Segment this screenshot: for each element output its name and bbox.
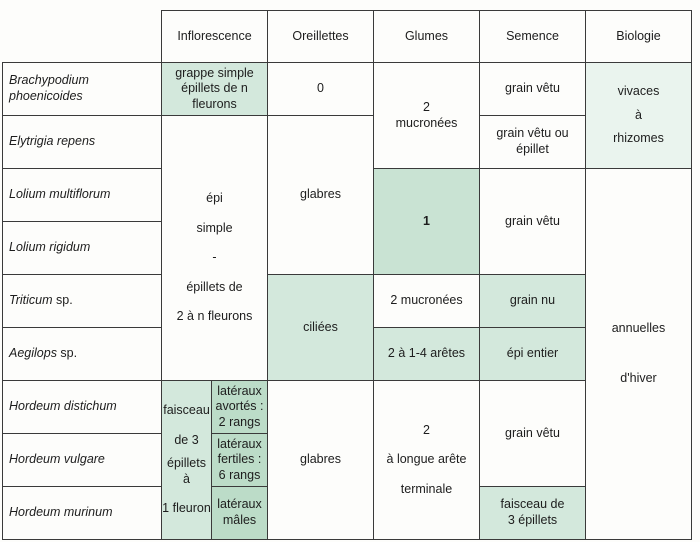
oreillettes-glabres-bottom bbox=[267, 380, 374, 540]
text-line: 1 fleuron bbox=[162, 501, 211, 516]
text-line: grappe simple bbox=[175, 65, 254, 80]
glumes-mucronees-triticum bbox=[373, 274, 480, 328]
header-inflorescence-label: Inflorescence bbox=[177, 28, 252, 43]
glumes-aretes bbox=[373, 327, 480, 381]
text-line: mucronées bbox=[395, 115, 458, 130]
text-line: faisceau de bbox=[500, 497, 565, 512]
species-suffix: sp. bbox=[52, 293, 73, 307]
header-biologie-label: Biologie bbox=[616, 28, 661, 43]
header-glumes-label: Glumes bbox=[404, 28, 449, 43]
species-elytrigia bbox=[2, 115, 162, 169]
text-line: 1 bbox=[423, 213, 430, 228]
semence-grain-vetu-1 bbox=[479, 62, 586, 116]
inflorescence-lateraux-avortes bbox=[211, 380, 268, 434]
text-line: grain nu bbox=[509, 293, 556, 308]
text-line: fertiles : bbox=[217, 452, 262, 467]
text-line: avortés : bbox=[215, 399, 264, 414]
species-aegilops bbox=[2, 327, 162, 381]
text-line: 2 bbox=[423, 422, 430, 437]
text-line: épillets de bbox=[186, 279, 243, 294]
species-genus: Brachypodium bbox=[9, 73, 89, 88]
text-line: annuelles bbox=[611, 321, 666, 336]
text-line: latéraux bbox=[217, 497, 262, 512]
species-lolium-multiflorum bbox=[2, 168, 162, 222]
biologie-annuelles bbox=[585, 168, 692, 540]
oreillettes-glabres-top bbox=[267, 115, 374, 275]
inflorescence-grappe bbox=[161, 62, 268, 116]
text-line: 2 bbox=[423, 99, 430, 114]
text-line: à bbox=[635, 107, 642, 122]
species-triticum bbox=[2, 274, 162, 328]
text-line: épillets de n bbox=[181, 81, 248, 96]
header-oreillettes bbox=[267, 10, 374, 63]
text-line: - bbox=[212, 250, 217, 265]
semence-grain-nu bbox=[479, 274, 586, 328]
species-hordeum-vulgare bbox=[2, 433, 162, 487]
text-line: faisceau bbox=[163, 402, 210, 417]
oreillettes-zero bbox=[267, 62, 374, 116]
biologie-vivaces bbox=[585, 62, 692, 169]
inflorescence-epi bbox=[161, 115, 268, 381]
text-line: épi entier bbox=[506, 346, 559, 361]
species-hordeum-distichum bbox=[2, 380, 162, 434]
text-line: 2 mucronées bbox=[390, 293, 463, 308]
glumes-longue-arete bbox=[373, 380, 480, 540]
species-name: Hordeum vulgare bbox=[9, 452, 105, 467]
text-line: épillets à bbox=[167, 456, 206, 486]
semence-epi-entier bbox=[479, 327, 586, 381]
species-hordeum-murinum bbox=[2, 486, 162, 540]
text-line: terminale bbox=[400, 481, 453, 496]
inflorescence-lateraux-fertiles bbox=[211, 433, 268, 487]
glumes-mucronees-top bbox=[373, 62, 480, 169]
species-genus: Triticum bbox=[9, 293, 53, 307]
text-line: grain vêtu bbox=[505, 213, 560, 228]
species-lolium-rigidum bbox=[2, 221, 162, 275]
glumes-one bbox=[373, 168, 480, 275]
text-line: épi bbox=[206, 190, 223, 205]
header-semence-label: Semence bbox=[506, 28, 559, 43]
header-glumes bbox=[373, 10, 480, 63]
text-line: glabres bbox=[300, 186, 341, 201]
oreillettes-ciliees bbox=[267, 274, 374, 381]
text-line: rhizomes bbox=[613, 131, 664, 146]
text-line: grain vêtu bbox=[505, 81, 560, 96]
text-line: 0 bbox=[317, 81, 324, 96]
semence-grain-vetu-ou bbox=[479, 115, 586, 169]
text-line: latéraux bbox=[217, 383, 262, 398]
text-line: grain vêtu bbox=[505, 425, 560, 440]
header-inflorescence bbox=[161, 10, 268, 63]
species-suffix: sp. bbox=[56, 346, 78, 360]
text-line: épillet bbox=[516, 142, 549, 156]
text-line: 2 à n fleurons bbox=[176, 309, 253, 324]
text-line: 6 rangs bbox=[218, 467, 261, 482]
species-name: Lolium multiflorum bbox=[9, 187, 111, 202]
semence-grain-vetu-3 bbox=[479, 380, 586, 487]
species-name: Hordeum murinum bbox=[9, 505, 113, 520]
species-name: Elytrigia repens bbox=[9, 134, 96, 149]
text-line: glabres bbox=[300, 452, 341, 467]
text-line: grain vêtu ou bbox=[496, 126, 569, 141]
inflorescence-faisceau bbox=[161, 380, 212, 540]
text-line: 2 à 1-4 arêtes bbox=[387, 346, 466, 361]
text-line: d'hiver bbox=[620, 371, 657, 385]
text-line: mâles bbox=[222, 513, 257, 527]
text-line: 3 épillets bbox=[507, 513, 558, 527]
text-line: 2 rangs bbox=[218, 414, 261, 429]
header-biologie bbox=[585, 10, 692, 63]
text-line: simple bbox=[196, 220, 233, 235]
text-line: fleurons bbox=[192, 96, 237, 111]
species-epithet: phoenicoides bbox=[9, 89, 83, 103]
semence-grain-vetu-2 bbox=[479, 168, 586, 275]
species-brachypodium bbox=[2, 62, 162, 116]
species-name: Hordeum distichum bbox=[9, 399, 117, 414]
text-line: vivaces bbox=[617, 84, 660, 99]
text-line: ciliées bbox=[303, 319, 338, 334]
species-genus: Aegilops bbox=[9, 346, 57, 360]
text-line: de 3 bbox=[174, 432, 199, 447]
text-line: latéraux bbox=[217, 436, 262, 451]
species-name: Lolium rigidum bbox=[9, 240, 91, 255]
semence-faisceau bbox=[479, 486, 586, 540]
inflorescence-lateraux-males bbox=[211, 486, 268, 540]
header-oreillettes-label: Oreillettes bbox=[292, 28, 349, 43]
header-semence bbox=[479, 10, 586, 63]
text-line: à longue arête bbox=[386, 452, 467, 467]
